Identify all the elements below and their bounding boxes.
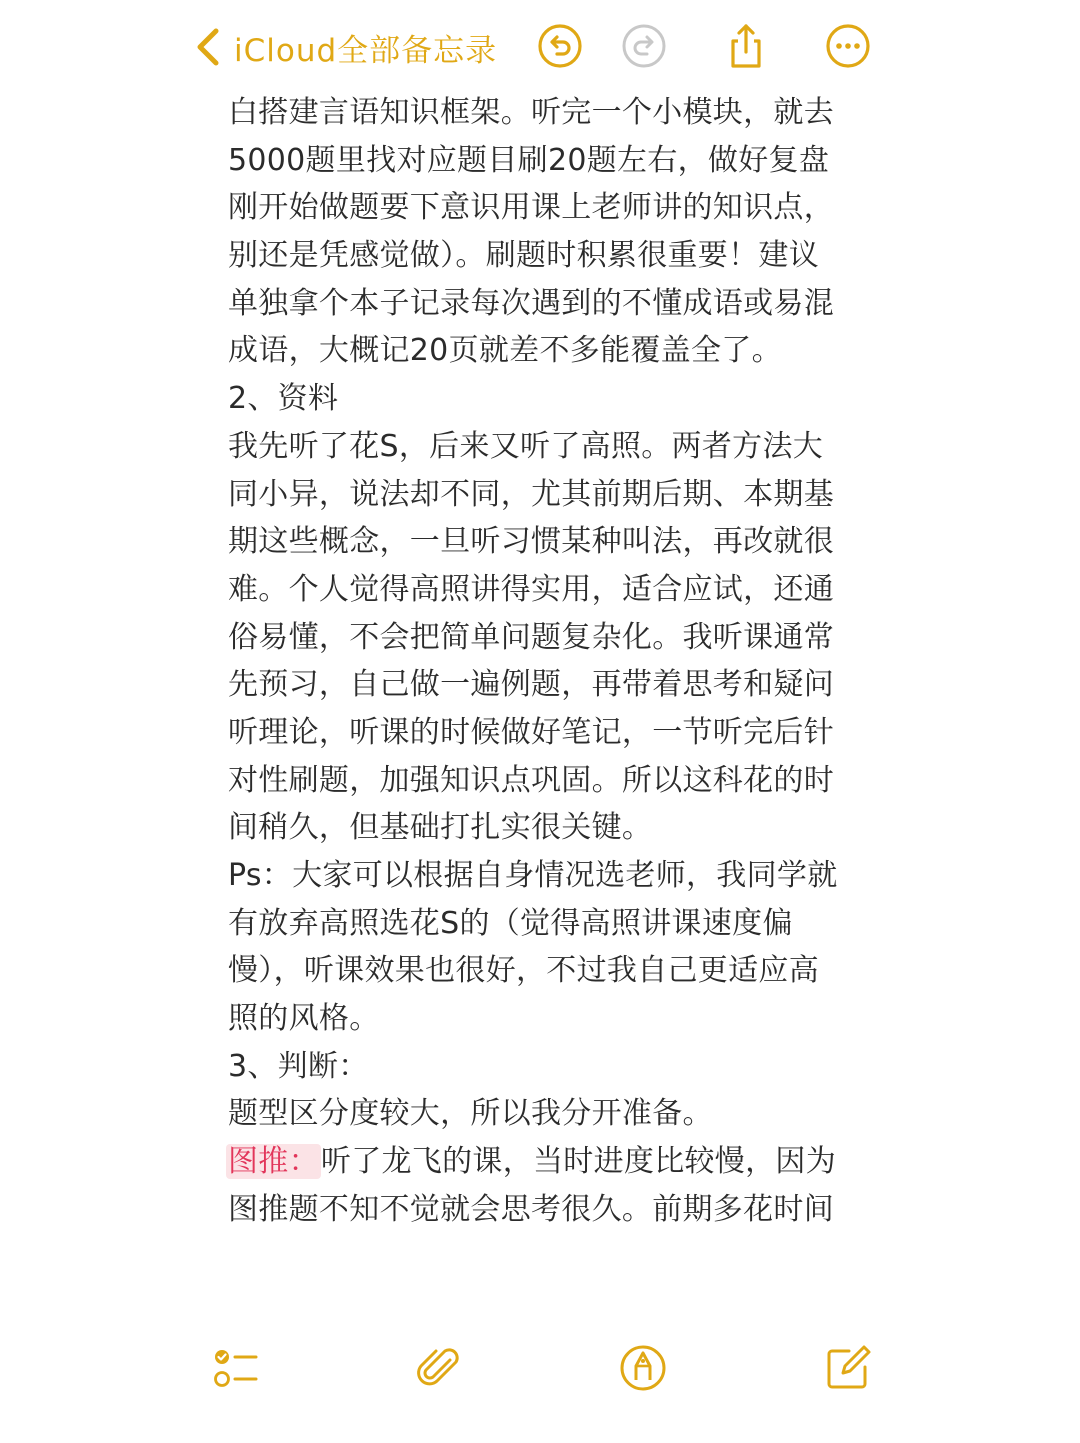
redo-icon xyxy=(620,22,668,70)
note-line: 期这些概念，一旦听习惯某种叫法，再改就很 xyxy=(228,524,834,560)
note-line: 先预习，自己做一遍例题，再带着思考和疑问 xyxy=(228,667,834,703)
markup-pen-icon xyxy=(617,1342,669,1394)
note-line: 间稍久，但基础打扎实很关键。 xyxy=(228,810,653,846)
note-line: Ps：大家可以根据自身情况选老师，我同学就 xyxy=(228,858,838,893)
top-navigation-bar xyxy=(0,0,1080,96)
markup-button[interactable] xyxy=(617,1342,669,1394)
compose-icon xyxy=(822,1342,874,1394)
bottom-toolbar xyxy=(0,1330,1080,1410)
note-line: 慢），听课效果也很好，不过我自己更适应高 xyxy=(228,953,819,989)
note-body[interactable] xyxy=(228,89,868,1234)
more-icon xyxy=(824,22,872,70)
checklist-button[interactable] xyxy=(210,1342,262,1394)
undo-icon xyxy=(536,22,584,70)
note-line: 对性刷题，加强知识点巩固。所以这科花的时 xyxy=(228,762,834,798)
attachment-button[interactable] xyxy=(414,1342,466,1394)
note-line: 题型区分度较大，所以我分开准备。 xyxy=(228,1096,713,1132)
share-icon xyxy=(722,22,770,70)
back-button-label: iCloud全部备忘录 xyxy=(234,32,498,69)
note-line-highlighted xyxy=(228,1138,868,1186)
note-line: 难。个人觉得高照讲得实用，适合应试，还通 xyxy=(228,571,834,607)
note-line: 听理论，听课的时候做好笔记，一节听完后针 xyxy=(228,714,834,750)
highlight-label: 图推： xyxy=(228,1144,319,1180)
note-line: 照的风格。 xyxy=(228,1001,380,1037)
chevron-left-icon xyxy=(190,25,224,69)
note-line: 别还是凭感觉做）。刷题时积累很重要！建议 xyxy=(228,238,819,274)
back-button[interactable] xyxy=(190,24,497,70)
highlight-line-rest: 听了龙飞的课，当时进度比较慢，因为 xyxy=(320,1144,837,1180)
redo-button[interactable] xyxy=(620,22,668,70)
note-line: 同小异，说法却不同，尤其前期后期、本期基 xyxy=(228,476,834,512)
checklist-icon xyxy=(210,1342,262,1394)
note-heading: 2、资料 xyxy=(228,381,339,417)
note-line: 图推题不知不觉就会思考很久。前期多花时间 xyxy=(228,1191,834,1227)
note-line: 成语，大概记20页就差不多能覆盖全了。 xyxy=(228,333,782,369)
undo-button[interactable] xyxy=(536,22,584,70)
note-line: 俗易懂，不会把简单问题复杂化。我听课通常 xyxy=(228,619,834,655)
note-line: 白搭建言语知识框架。听完一个小模块，就去 xyxy=(228,95,834,130)
note-line: 5000题里找对应题目刷20题左右，做好复盘 xyxy=(228,142,830,178)
compose-button[interactable] xyxy=(822,1342,874,1394)
note-line: 我先听了花S，后来又听了高照。两者方法大 xyxy=(228,428,824,464)
paperclip-icon xyxy=(414,1342,466,1394)
note-heading: 3、判断： xyxy=(228,1048,369,1084)
more-button[interactable] xyxy=(824,22,872,70)
note-line: 单独拿个本子记录每次遇到的不懂成语或易混 xyxy=(228,285,834,321)
note-line: 刚开始做题要下意识用课上老师讲的知识点， xyxy=(228,190,834,226)
note-line: 有放弃高照选花S的（觉得高照讲课速度偏 xyxy=(228,905,793,941)
share-button[interactable] xyxy=(722,22,770,70)
